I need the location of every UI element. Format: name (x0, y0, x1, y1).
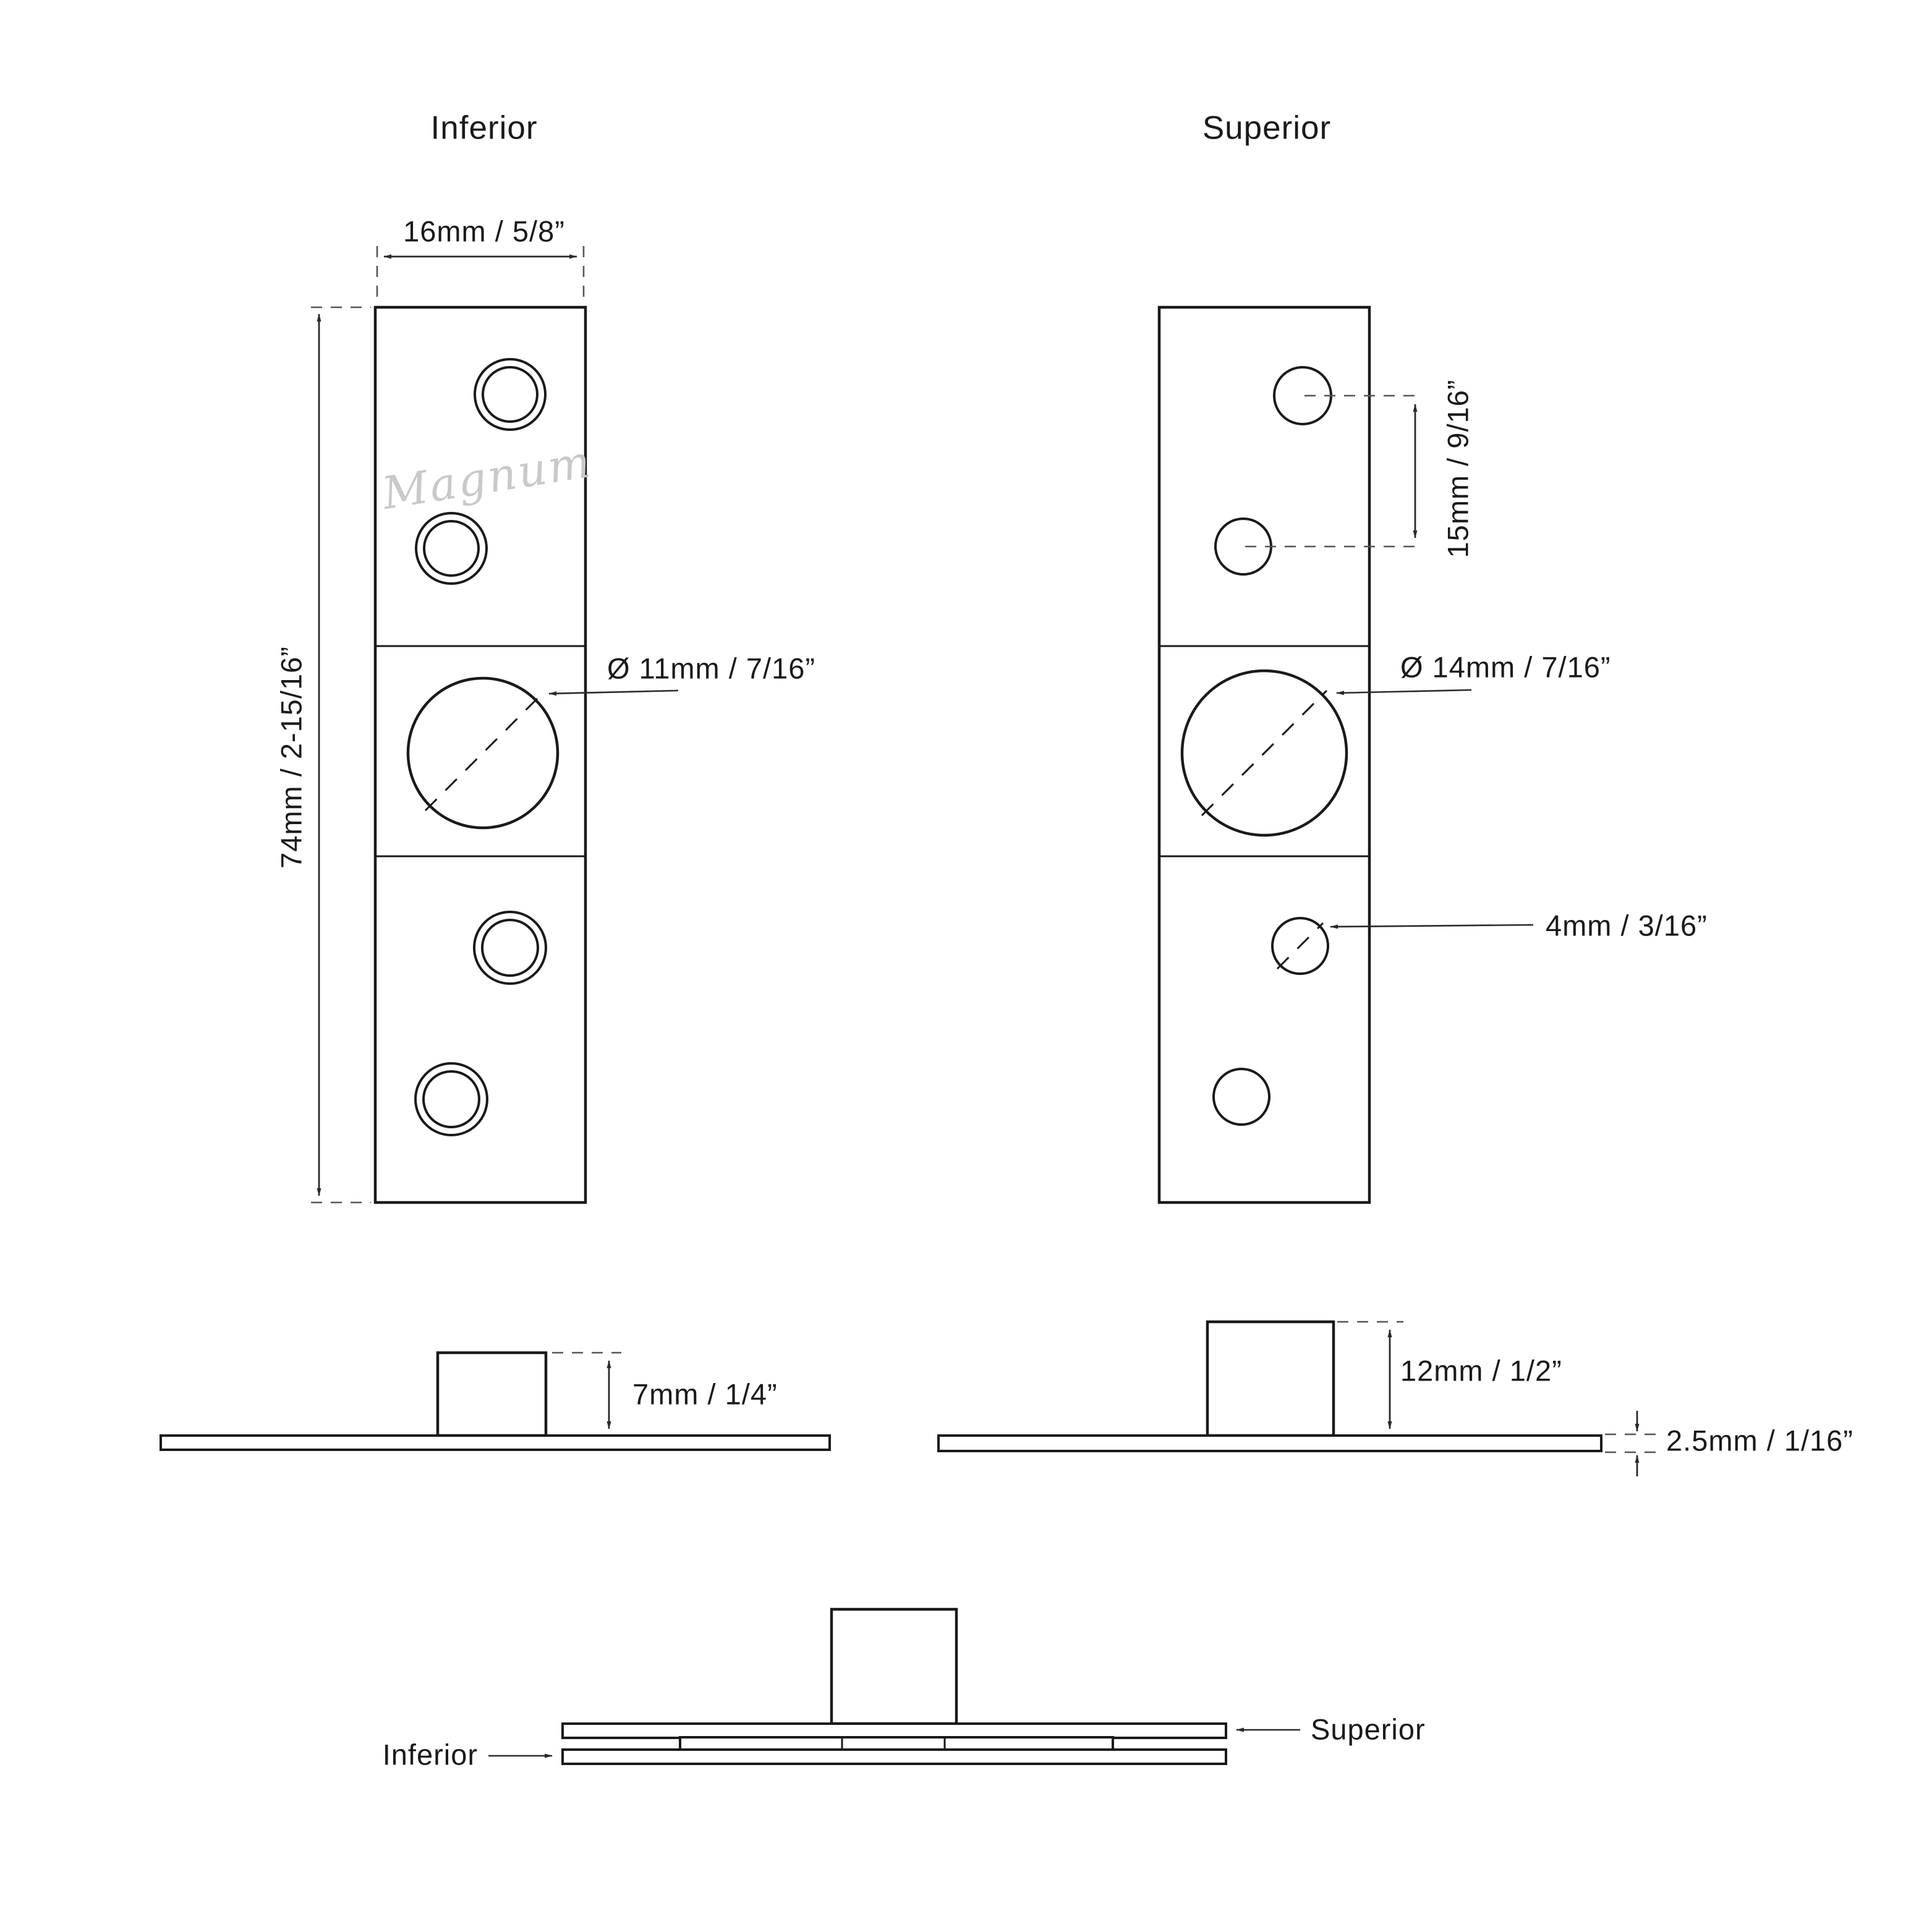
superior-small-hole-dimension (1330, 909, 1708, 942)
assembled-inferior-callout (383, 1738, 552, 1771)
assembled-superior-label: Superior (1311, 1713, 1426, 1746)
magnum-logo: Magnum (378, 435, 596, 520)
inferior-title: Inferior (430, 109, 538, 147)
superior-small-hole-label: 4mm / 3/16” (1546, 909, 1708, 942)
inferior-side-view (161, 1353, 830, 1450)
superior-title: Superior (1202, 109, 1332, 147)
assembled-inferior-label: Inferior (382, 1738, 478, 1771)
assembled-superior-plate (563, 1724, 1226, 1738)
assembled-view (383, 1609, 1426, 1771)
thickness-dimension (1605, 1411, 1853, 1476)
superior-plate-outline (1159, 307, 1369, 1202)
inferior-side-height-label: 7mm / 1/4” (632, 1377, 778, 1411)
inferior-width-label: 16mm / 5/8” (403, 215, 565, 248)
inferior-width-dimension (377, 215, 584, 306)
assembled-inferior-plate (563, 1750, 1226, 1764)
assembled-overlap-band (680, 1737, 1113, 1750)
inferior-hole-label: Ø 11mm / 7/16” (607, 652, 816, 685)
superior-side-view (938, 1322, 1853, 1476)
superior-hole-label: Ø 14mm / 7/16” (1400, 650, 1611, 684)
inferior-side-boss (438, 1353, 546, 1436)
inferior-side-plate (161, 1436, 830, 1450)
inferior-hole-dimension (549, 652, 815, 694)
superior-front-view (1159, 110, 1369, 1203)
superior-spacing-label: 15mm / 9/16” (1441, 379, 1475, 558)
superior-side-boss (1207, 1322, 1334, 1436)
superior-side-plate (938, 1436, 1601, 1451)
inferior-height-label: 74mm / 2-15/16” (274, 646, 308, 869)
thickness-label: 2.5mm / 1/16” (1666, 1424, 1853, 1457)
assembled-boss (832, 1609, 956, 1724)
assembled-superior-callout (1236, 1713, 1426, 1746)
inferior-height-dimension (275, 307, 372, 1202)
inferior-front-view (375, 110, 595, 1203)
superior-hole-dimension (1337, 651, 1611, 694)
superior-side-height-label: 12mm / 1/2” (1400, 1354, 1562, 1387)
